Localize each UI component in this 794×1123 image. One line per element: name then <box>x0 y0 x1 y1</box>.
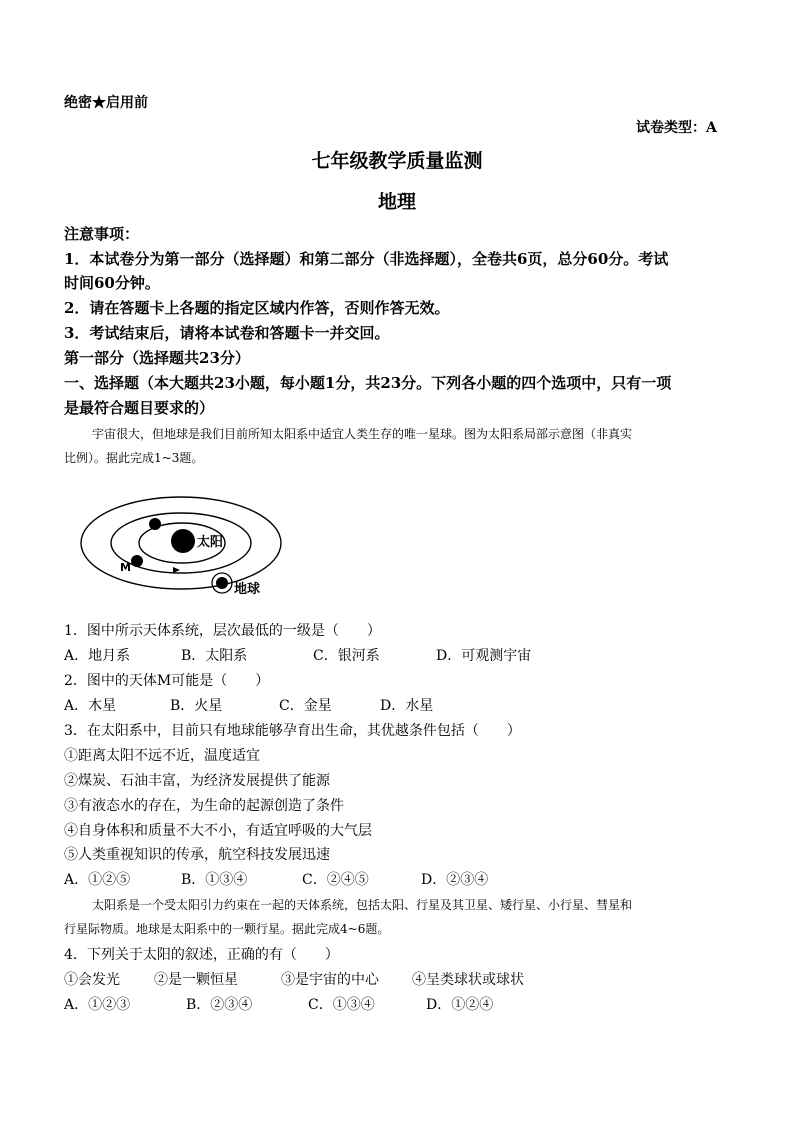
notice-item-1: 1．本试卷分为第一部分（选择题）和第二部分（非选择题），全卷共6页，总分60分。考试 <box>64 250 669 268</box>
q1-option-b: B．太阳系 <box>181 648 248 664</box>
q3-item-2: ②煤炭、石油丰富，为经济发展提供了能源 <box>64 773 330 789</box>
q4-option-c: C．①③④ <box>308 997 375 1013</box>
q3-option-b: B．①③④ <box>181 872 248 888</box>
notice-heading: 注意事项： <box>64 225 140 243</box>
q1-option-d: D．可观测宇宙 <box>436 648 532 664</box>
q3-stem: 3．在太阳系中，目前只有地球能够孕育出生命，其优越条件包括（ ） <box>64 723 521 739</box>
page-title: 七年级教学质量监测 <box>311 150 483 172</box>
q4-item-2: ②是一颗恒星 <box>154 972 238 988</box>
notice-item-2: 2．请在答题卡上各题的指定区域内作答，否则作答无效。 <box>64 299 450 317</box>
q2-option-a: A．木星 <box>64 698 117 714</box>
q1-stem: 1．图中所示天体系统，层次最低的一级是（ ） <box>64 623 381 639</box>
q4-item-4: ④呈类球状或球状 <box>412 972 524 988</box>
q4-option-a: A．①②③ <box>64 997 131 1013</box>
earth <box>216 577 228 589</box>
section-instructions-2: 是最符合题目要求的） <box>64 399 215 417</box>
q3-item-3: ③有液态水的存在，为生命的起源创造了条件 <box>64 798 344 814</box>
sun-label: 太阳 <box>197 535 224 550</box>
q4-stem: 4．下列关于太阳的叙述，正确的有（ ） <box>64 947 339 963</box>
q3-option-c: C．②④⑤ <box>302 872 369 888</box>
q3-option-d: D．②③④ <box>421 872 489 888</box>
q1-option-a: A．地月系 <box>64 648 131 664</box>
inner-planet <box>149 518 161 530</box>
material2-line1: 太阳系是一个受太阳引力约束在一起的天体系统，包括太阳、行星及其卫星、矮行星、小行星、彗星和 <box>92 898 633 912</box>
q3-item-4: ④自身体积和质量不大不小，有适宜呼吸的大气层 <box>64 823 372 839</box>
q2-option-d: D．水星 <box>380 698 434 714</box>
q1-option-c: C．银河系 <box>313 648 380 664</box>
section-instructions-1: 一、选择题（本大题共23小题，每小题1分，共23分。下列各小题的四个选项中，只有一项 <box>64 374 672 392</box>
orbit-arrow <box>173 567 180 573</box>
q2-stem: 2．图中的天体M可能是（ ） <box>64 673 270 689</box>
q4-item-3: ③是宇宙的中心 <box>281 972 379 988</box>
q4-option-d: D．①②④ <box>426 997 494 1013</box>
solar-system-diagram <box>76 490 286 600</box>
subject-title: 地理 <box>377 191 416 213</box>
material2-line2: 行星际物质。地球是太阳系中的一颗行星。据此完成4~6题。 <box>64 922 390 936</box>
q3-item-1: ①距离太阳不远不近，温度适宜 <box>64 748 260 764</box>
q4-item-1: ①会发光 <box>64 972 120 988</box>
confidential-mark: 绝密★启用前 <box>64 95 148 111</box>
m-label: M <box>120 561 131 574</box>
paper-type: 试卷类型：A <box>636 120 717 136</box>
planet-m <box>131 555 143 567</box>
sun <box>171 529 195 553</box>
q2-option-c: C．金星 <box>279 698 332 714</box>
q4-option-b: B．②③④ <box>186 997 253 1013</box>
material1-line2: 比例）。据此完成1~3题。 <box>64 451 204 465</box>
q2-option-b: B．火星 <box>170 698 223 714</box>
q3-option-a: A．①②⑤ <box>64 872 131 888</box>
q3-item-5: ⑤人类重视知识的传承，航空科技发展迅速 <box>64 847 330 863</box>
material1-line1: 宇宙很大，但地球是我们目前所知太阳系中适宜人类生存的唯一星球。图为太阳系局部示意图（非真实 <box>92 427 633 441</box>
notice-item-3: 3．考试结束后，请将本试卷和答题卡一并交回。 <box>64 324 390 342</box>
notice-item-1-cont: 时间60分钟。 <box>64 274 160 292</box>
part1-heading: 第一部分（选择题共23分） <box>64 349 250 367</box>
earth-label: 地球 <box>234 582 261 597</box>
